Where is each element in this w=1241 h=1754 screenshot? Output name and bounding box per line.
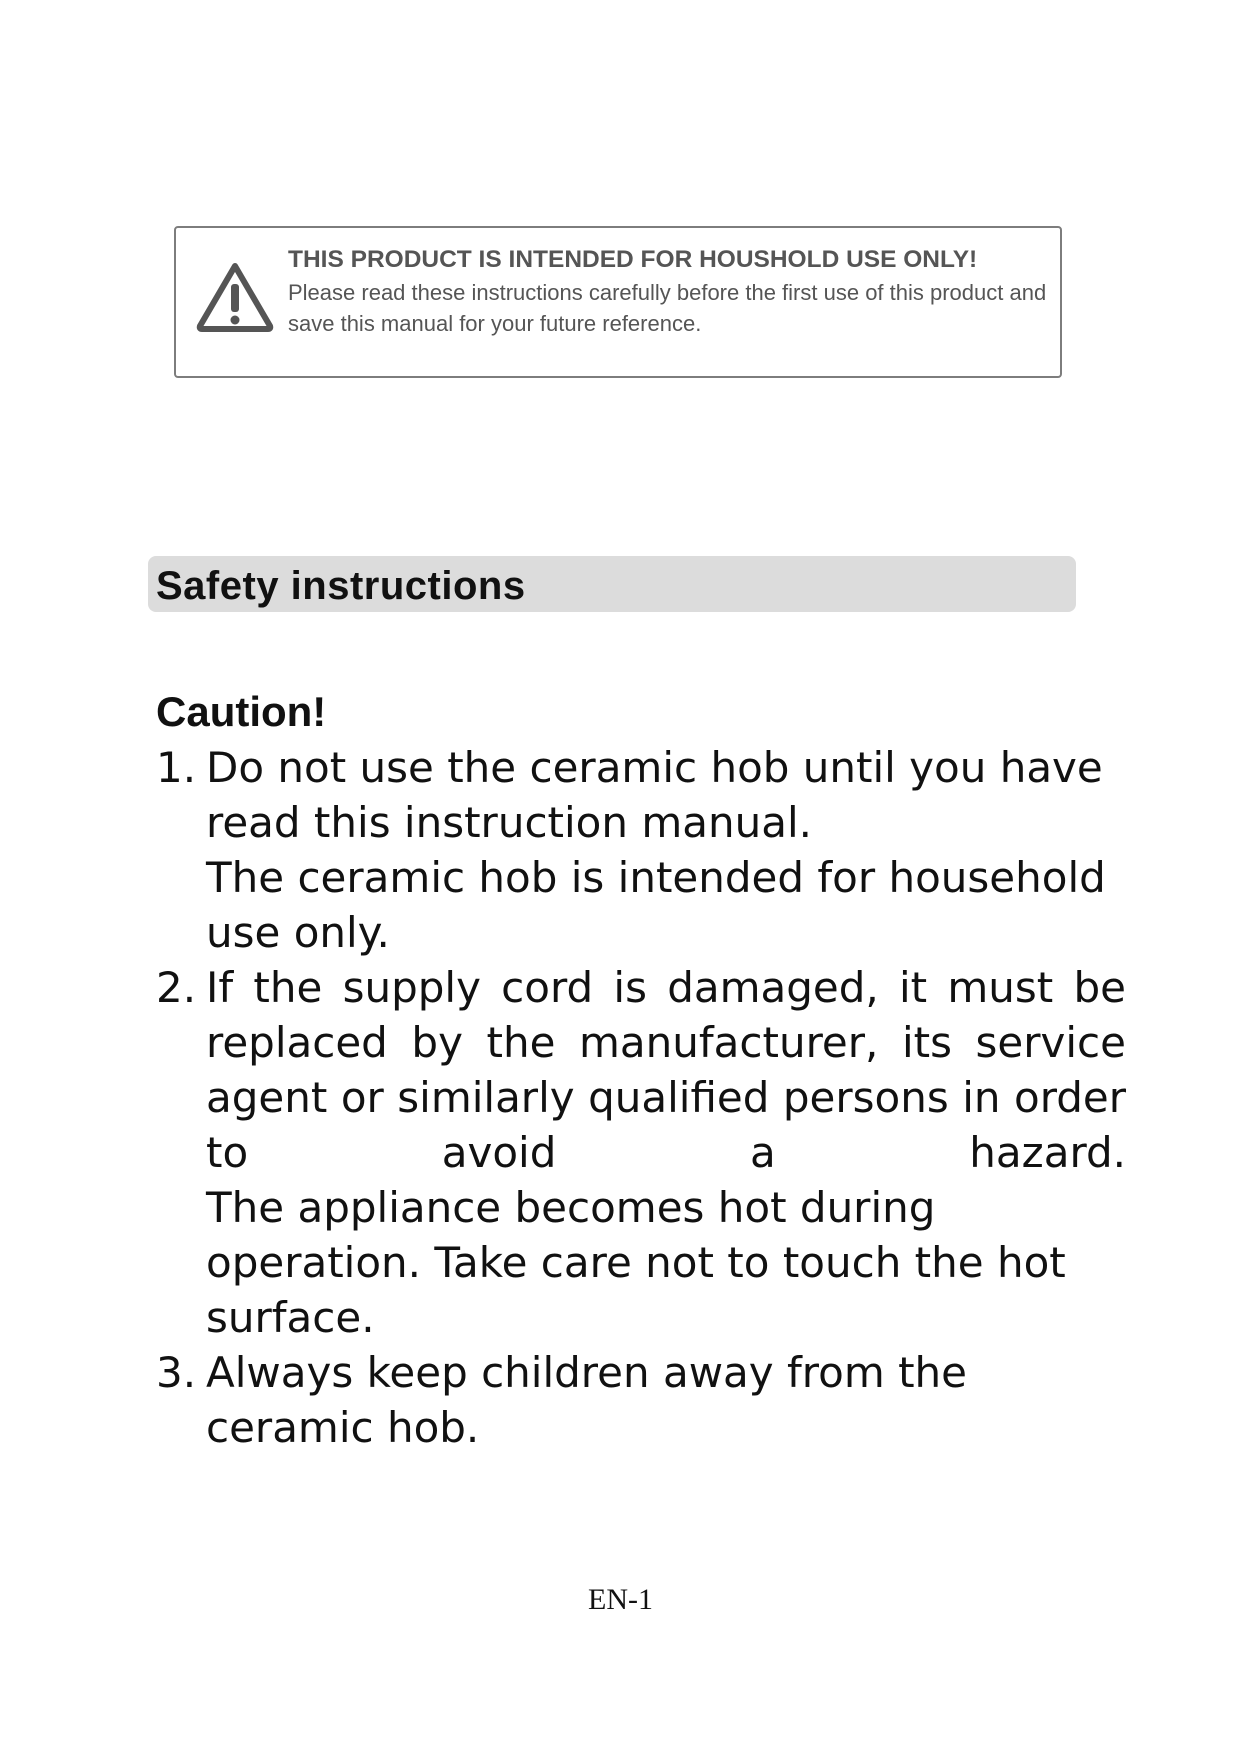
instruction-paragraph: The ceramic hob is intended for household use only.	[206, 853, 1106, 957]
instruction-number: 1.	[156, 743, 197, 792]
notice-box	[174, 226, 1062, 378]
instruction-item-3	[156, 1345, 1126, 1455]
section-title: Safety instructions	[156, 564, 526, 608]
instruction-number: 3.	[156, 1348, 197, 1397]
instruction-body	[206, 740, 1126, 960]
instruction-paragraph: The appliance becomes hot during operation. Take care not to touch the hot surface.	[206, 1183, 1066, 1342]
page-number: EN-1	[588, 1583, 653, 1616]
section-header-bar	[148, 556, 1076, 612]
instruction-item-2	[156, 960, 1126, 1345]
instruction-paragraph: If the supply cord is damaged, it must be replaced by the manufacturer, its service agent or similarly qualified persons in order to avoid a hazard.	[206, 963, 1126, 1177]
warning-triangle-icon	[196, 262, 274, 332]
instruction-list	[156, 740, 1126, 1455]
notice-text	[288, 244, 1048, 339]
notice-title: THIS PRODUCT IS INTENDED FOR HOUSHOLD USE ONLY!	[288, 246, 978, 273]
instruction-paragraph: Always keep children away from the ceramic hob.	[206, 1348, 968, 1452]
instruction-item-1	[156, 740, 1126, 960]
instruction-body	[206, 960, 1126, 1345]
notice-body: Please read these instructions carefully before the first use of this product and save this manual for your future reference.	[288, 280, 1047, 336]
instruction-number: 2.	[156, 963, 197, 1012]
caution-heading: Caution!	[156, 688, 327, 735]
instruction-paragraph: Do not use the ceramic hob until you have read this instruction manual.	[206, 743, 1103, 847]
instruction-body	[206, 1345, 1126, 1455]
